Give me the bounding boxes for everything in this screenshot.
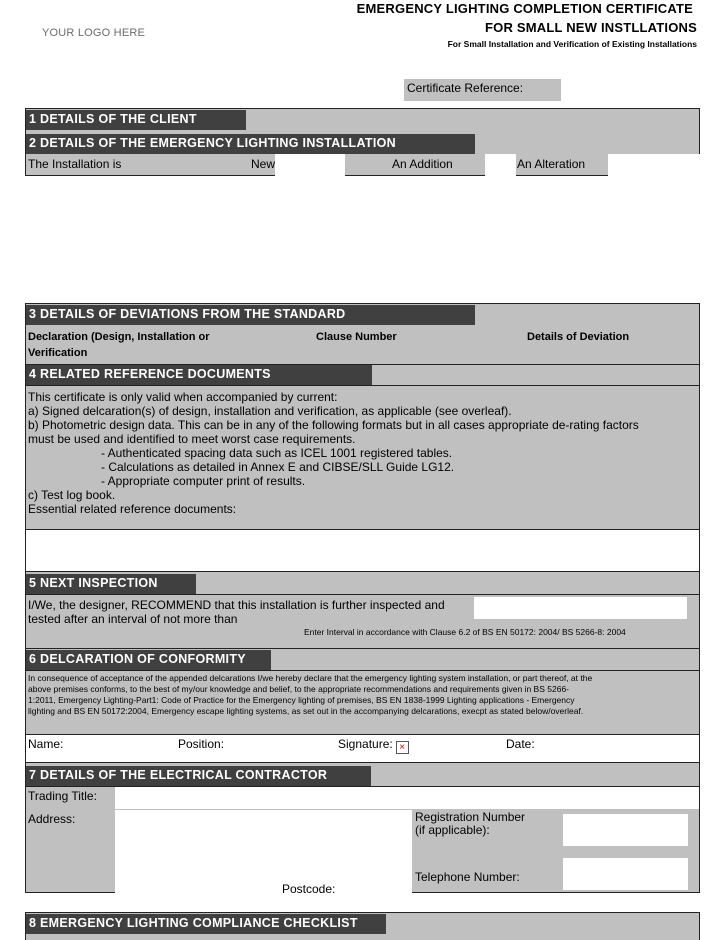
section-1-heading: 1 DETAILS OF THE CLIENT [26,110,246,130]
divider [26,385,699,386]
clear-gap [275,154,345,176]
signature-icon[interactable]: × [396,741,409,754]
reference-line: a) Signed delcaration(s) of design, installation and verification, as applicable (see overleaf). [28,404,512,418]
declaration-text: lighting and BS EN 50172:2004, Emergency escape lighting systems, as set out in the accompanying delcarations, execpt as stated below/overleaf. [28,706,584,716]
reference-line: must be used and identified to meet worst case requirements. [28,432,356,446]
section-5-heading: 5 NEXT INSPECTION [26,574,196,594]
registration-label: (if applicable): [415,823,490,837]
section-4-heading: 4 RELATED REFERENCE DOCUMENTS [26,365,372,385]
reference-line: c) Test log book. [28,488,116,502]
divider [26,670,699,671]
reference-line: Essential related reference documents: [28,502,237,516]
section-3-heading: 3 DETAILS OF DEVIATIONS FROM THE STANDARD [26,305,475,325]
clear-gap [608,154,700,176]
declaration-text: above premises conforms, to the best of my/our knowledge and belief, to the appropriate recommendations and requirements given in BS 5266- [28,684,569,694]
reference-line: - Calculations as detailed in Annex E and CIBSE/SLL Guide LG12. [101,460,455,474]
divider [26,648,699,649]
inspection-text: tested after an interval of not more than [28,612,238,626]
option-alteration[interactable]: An Alteration [517,157,586,171]
registration-number-field[interactable] [563,814,688,846]
certificate-reference-field[interactable] [404,79,561,101]
registration-label: Registration Number [415,810,526,824]
declaration-text: In consequence of acceptance of the appended delcarations I/we hereby declare that the emergency lighting system installation, or part thereof, at the [28,673,593,683]
deviation-col-details: Details of Deviation [527,331,630,343]
certificate-reference-label: Certificate Reference: [407,81,524,95]
section-6-heading: 6 DELCARATION OF CONFORMITY [26,650,271,670]
address-field[interactable] [115,810,412,893]
clear-gap [485,154,516,176]
section-7-heading: 7 DETAILS OF THE ELECTRICAL CONTRACTOR [26,766,371,786]
installation-is-label: The Installation is [28,157,122,171]
section-deviations-to-contractor [25,303,700,896]
position-label[interactable]: Position: [178,737,225,751]
inspection-text: I/We, the designer, RECOMMEND that this installation is further inspected and [28,598,445,612]
deviation-col-declaration: Declaration (Design, Installation or [28,331,210,343]
section-client-installation [25,108,700,176]
divider [26,762,699,763]
address-label: Address: [28,812,76,826]
reference-line: b) Photometric design data. This can be in any of the following formats but in all cases appropriate de-rating factors [28,418,639,432]
inspection-interval-field[interactable] [474,597,687,619]
name-label[interactable]: Name: [28,737,64,751]
declaration-text: 1:2011, Emergency Lighting-Part1: Code of Practice for the Emergency lighting of premises, BS EN 1838-1999 Lighting applications - Emergency [28,695,575,705]
reference-line: - Authenticated spacing data such as ICEL 1001 registered tables. [101,446,453,460]
trading-title-field[interactable] [115,787,699,809]
deviation-col-clause: Clause Number [316,331,397,343]
date-label[interactable]: Date: [506,737,535,751]
inspection-note: Enter Interval in accordance with Clause 6.2 of BS EN 50172: 2004/ BS 5266-8: 2004 [304,627,626,637]
certificate-title: EMERGENCY LIGHTING COMPLETION CERTIFICATE [356,1,693,16]
option-addition[interactable]: An Addition [392,157,453,171]
certificate-subtitle: For Small Installation and Verification of Existing Installations [447,39,697,49]
section-checklist [25,912,700,940]
trading-title-label: Trading Title: [28,789,97,803]
signature-label: Signature: [338,737,393,751]
section-8-heading: 8 EMERGENCY LIGHTING COMPLIANCE CHECKLIST [26,914,386,934]
reference-line: - Appropriate computer print of results. [101,474,306,488]
divider [26,594,699,595]
postcode-label: Postcode: [282,882,336,896]
telephone-label: Telephone Number: [415,870,520,884]
logo-placeholder: YOUR LOGO HERE [42,27,146,39]
signature-field[interactable] [338,737,409,754]
option-new[interactable]: New [251,157,276,171]
section-2-heading: 2 DETAILS OF THE EMERGENCY LIGHTING INSTALLATION [26,134,475,154]
deviation-col-verification: Verification [28,347,88,359]
telephone-field[interactable] [563,858,688,890]
reference-line: This certificate is only valid when accompanied by current: [28,390,338,404]
certificate-title-line2: FOR SMALL NEW INSTLLATIONS [485,20,697,35]
reference-documents-field[interactable] [26,529,699,572]
